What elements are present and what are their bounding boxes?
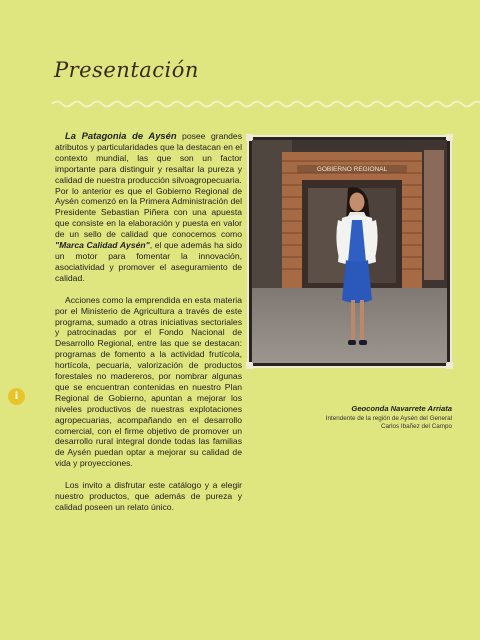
presentation-text: [55, 131, 242, 513]
lead-emphasis: La Patagonia de Aysén: [65, 130, 177, 141]
brand-emphasis: "Marca Calidad Aysén": [55, 240, 150, 251]
paragraph-invitation: Los invito a disfrutar este catálogo y a elegir nuestro productos, que además de pureza y calidad poseen un relato único.: [55, 480, 242, 512]
paragraph-intro: La Patagonia de Aysén posee grandes atributos y particularidades que la destacan en el contexto mundial, las que son un factor importante para distinguir y resaltar la pureza y calidad de nuestra producción silvoagropecuaria.: [55, 130, 242, 185]
caption-title-line-2: Carlos Ibañez del Campo: [380, 423, 452, 430]
paragraph-brand: Por lo anterior es que el Gobierno Regional de Aysén comenzó en la Primera Administración del Presidente Sebastian Piñera con una apuesta que consiste en la elaboración y puesta en valor de un sello de calidad que conocemos como "Marca Calidad Aysén", el que además ha sido un motor para fomentar la innovación, asociatividad y promover el aseguramiento de calidad.: [55, 185, 243, 283]
frame-corner: [446, 134, 453, 141]
page-title: Presentación: [54, 58, 199, 82]
portrait-photo-frame: [247, 135, 452, 368]
caption-name: Geoconda Navarrete Arriata: [351, 404, 452, 413]
portrait-photo: [252, 140, 447, 363]
title-wave-divider: [52, 98, 480, 110]
building-sign-text: GOBIERNO REGIONAL: [316, 166, 388, 173]
info-marker-icon[interactable]: i: [8, 388, 25, 405]
frame-corner: [446, 362, 453, 369]
caption-title-line-1: Intendente de la región de Aysén del General: [325, 415, 452, 422]
paragraph-actions: Acciones como la emprendida en esta materia por el Ministerio de Agricultura a través de este programa, sumado a otras iniciativas sectoriales y patrocinadas por el Fondo Nacional de Desarrollo Regional, entre las que se destacan: programas de fomento a la actividad frutícola, hortícola, pecuaria, valorización de productos forestales no madereros, por nombrar algunas que se encuentran contenidas en nuestro Plan Regional de Gobierno, apuntan a mejorar los niveles productivos de nuestras explotaciones agropecuarias, acompañando en el desarrollo comercial, con el firme objetivo de promover un desarrollo rural integral donde todas las familias de Aysén puedan optar a mejorar su calidad de vida y proyecciones.: [55, 294, 242, 469]
frame-corner: [246, 362, 253, 369]
